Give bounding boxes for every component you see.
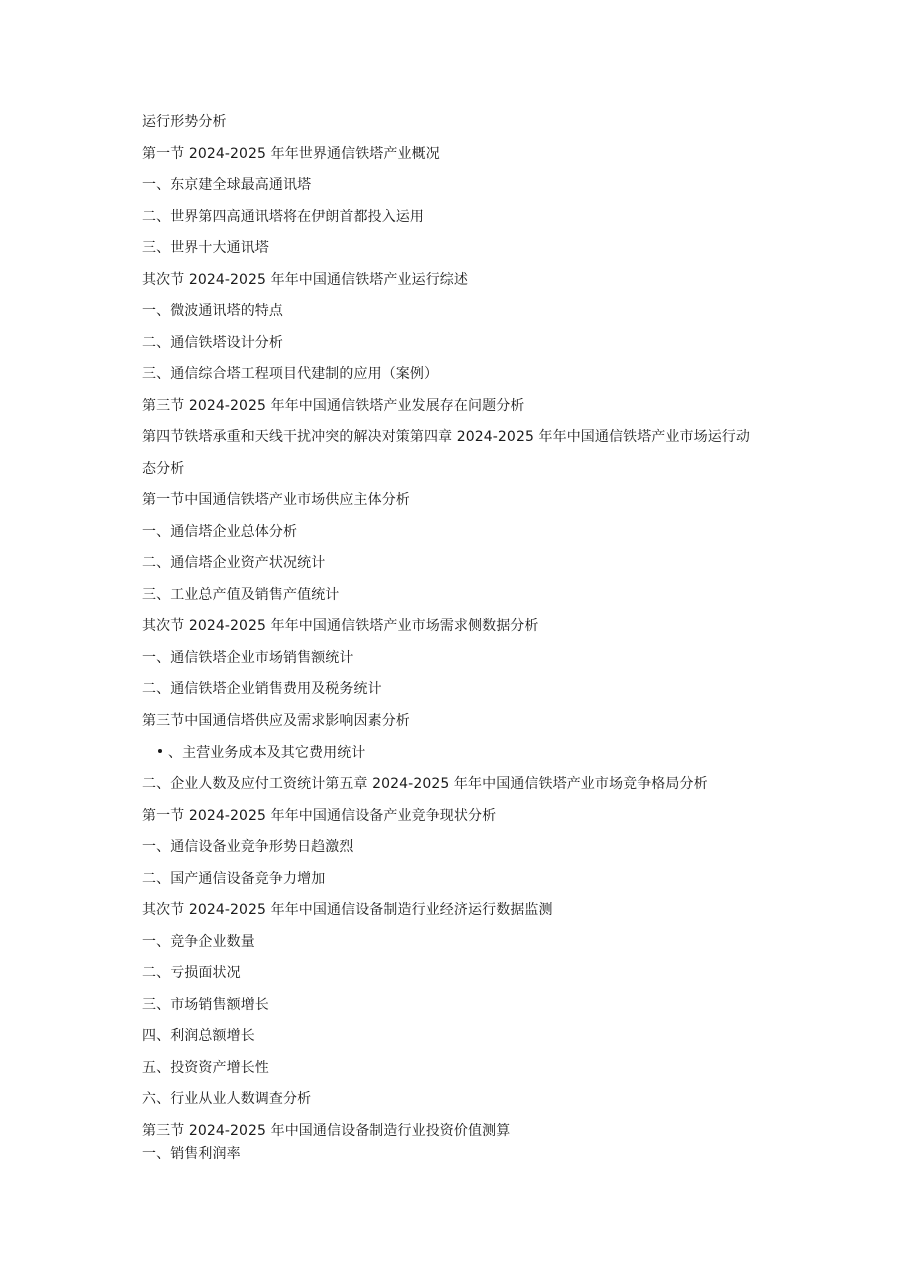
toc-line: 二、通信铁塔企业销售费用及税务统计 xyxy=(142,681,382,697)
toc-line: 第一节 2024-2025 年年中国通信设备产业竞争现状分析 xyxy=(142,808,497,824)
toc-line: 二、国产通信设备竞争力增加 xyxy=(142,871,326,887)
toc-line: 二、通信铁塔设计分析 xyxy=(142,335,283,351)
toc-line: 第四节铁塔承重和天线干扰冲突的解决对策第四章 2024-2025 年年中国通信铁塔产业市场运行动 xyxy=(142,429,751,445)
toc-line: 第三节 2024-2025 年中国通信设备制造行业投资价值测算 xyxy=(142,1123,511,1139)
toc-line: 其次节 2024-2025 年年中国通信设备制造行业经济运行数据监测 xyxy=(142,902,553,918)
toc-line: 六、行业从业人数调查分析 xyxy=(142,1091,312,1107)
toc-line: 二、企业人数及应付工资统计第五章 2024-2025 年年中国通信铁塔产业市场竞争格局分析 xyxy=(142,776,708,792)
toc-line: 一、销售利润率 xyxy=(142,1146,241,1162)
toc-line: 三、世界十大通讯塔 xyxy=(142,240,269,256)
toc-line: 运行形势分析 xyxy=(142,114,227,130)
toc-line: 三、市场销售额增长 xyxy=(142,997,269,1013)
toc-line: 五、投资资产增长性 xyxy=(142,1060,269,1076)
toc-line: 四、利润总额增长 xyxy=(142,1028,255,1044)
toc-line: 第三节中国通信塔供应及需求影响因素分析 xyxy=(142,713,410,729)
toc-line: 其次节 2024-2025 年年中国通信铁塔产业市场需求侧数据分析 xyxy=(142,618,539,634)
toc-line: 三、通信综合塔工程项目代建制的应用（案例） xyxy=(142,366,439,382)
toc-line: 第三节 2024-2025 年年中国通信铁塔产业发展存在问题分析 xyxy=(142,398,525,414)
toc-line: 一、东京建全球最高通讯塔 xyxy=(142,177,312,193)
toc-line: 第一节中国通信铁塔产业市场供应主体分析 xyxy=(142,492,410,508)
toc-bullet-line xyxy=(158,744,365,762)
bullet-icon xyxy=(158,749,162,753)
toc-line: 一、微波通讯塔的特点 xyxy=(142,303,283,319)
toc-line: 一、竞争企业数量 xyxy=(142,934,255,950)
toc-line: 二、世界第四高通讯塔将在伊朗首都投入运用 xyxy=(142,209,424,225)
toc-line: 态分析 xyxy=(142,461,185,477)
toc-line: 第一节 2024-2025 年年世界通信铁塔产业概况 xyxy=(142,146,440,162)
toc-line: 一、通信铁塔企业市场销售额统计 xyxy=(142,650,354,666)
toc-line: 一、通信塔企业总体分析 xyxy=(142,524,298,540)
toc-line: 二、通信塔企业资产状况统计 xyxy=(142,555,326,571)
toc-line: 其次节 2024-2025 年年中国通信铁塔产业运行综述 xyxy=(142,272,469,288)
toc-line-text: 、主营业务成本及其它费用统计 xyxy=(168,745,366,761)
toc-line: 一、通信设备业竞争形势日趋激烈 xyxy=(142,839,354,855)
toc-line: 三、工业总产值及销售产值统计 xyxy=(142,587,340,603)
toc-line: 二、亏损面状况 xyxy=(142,965,241,981)
